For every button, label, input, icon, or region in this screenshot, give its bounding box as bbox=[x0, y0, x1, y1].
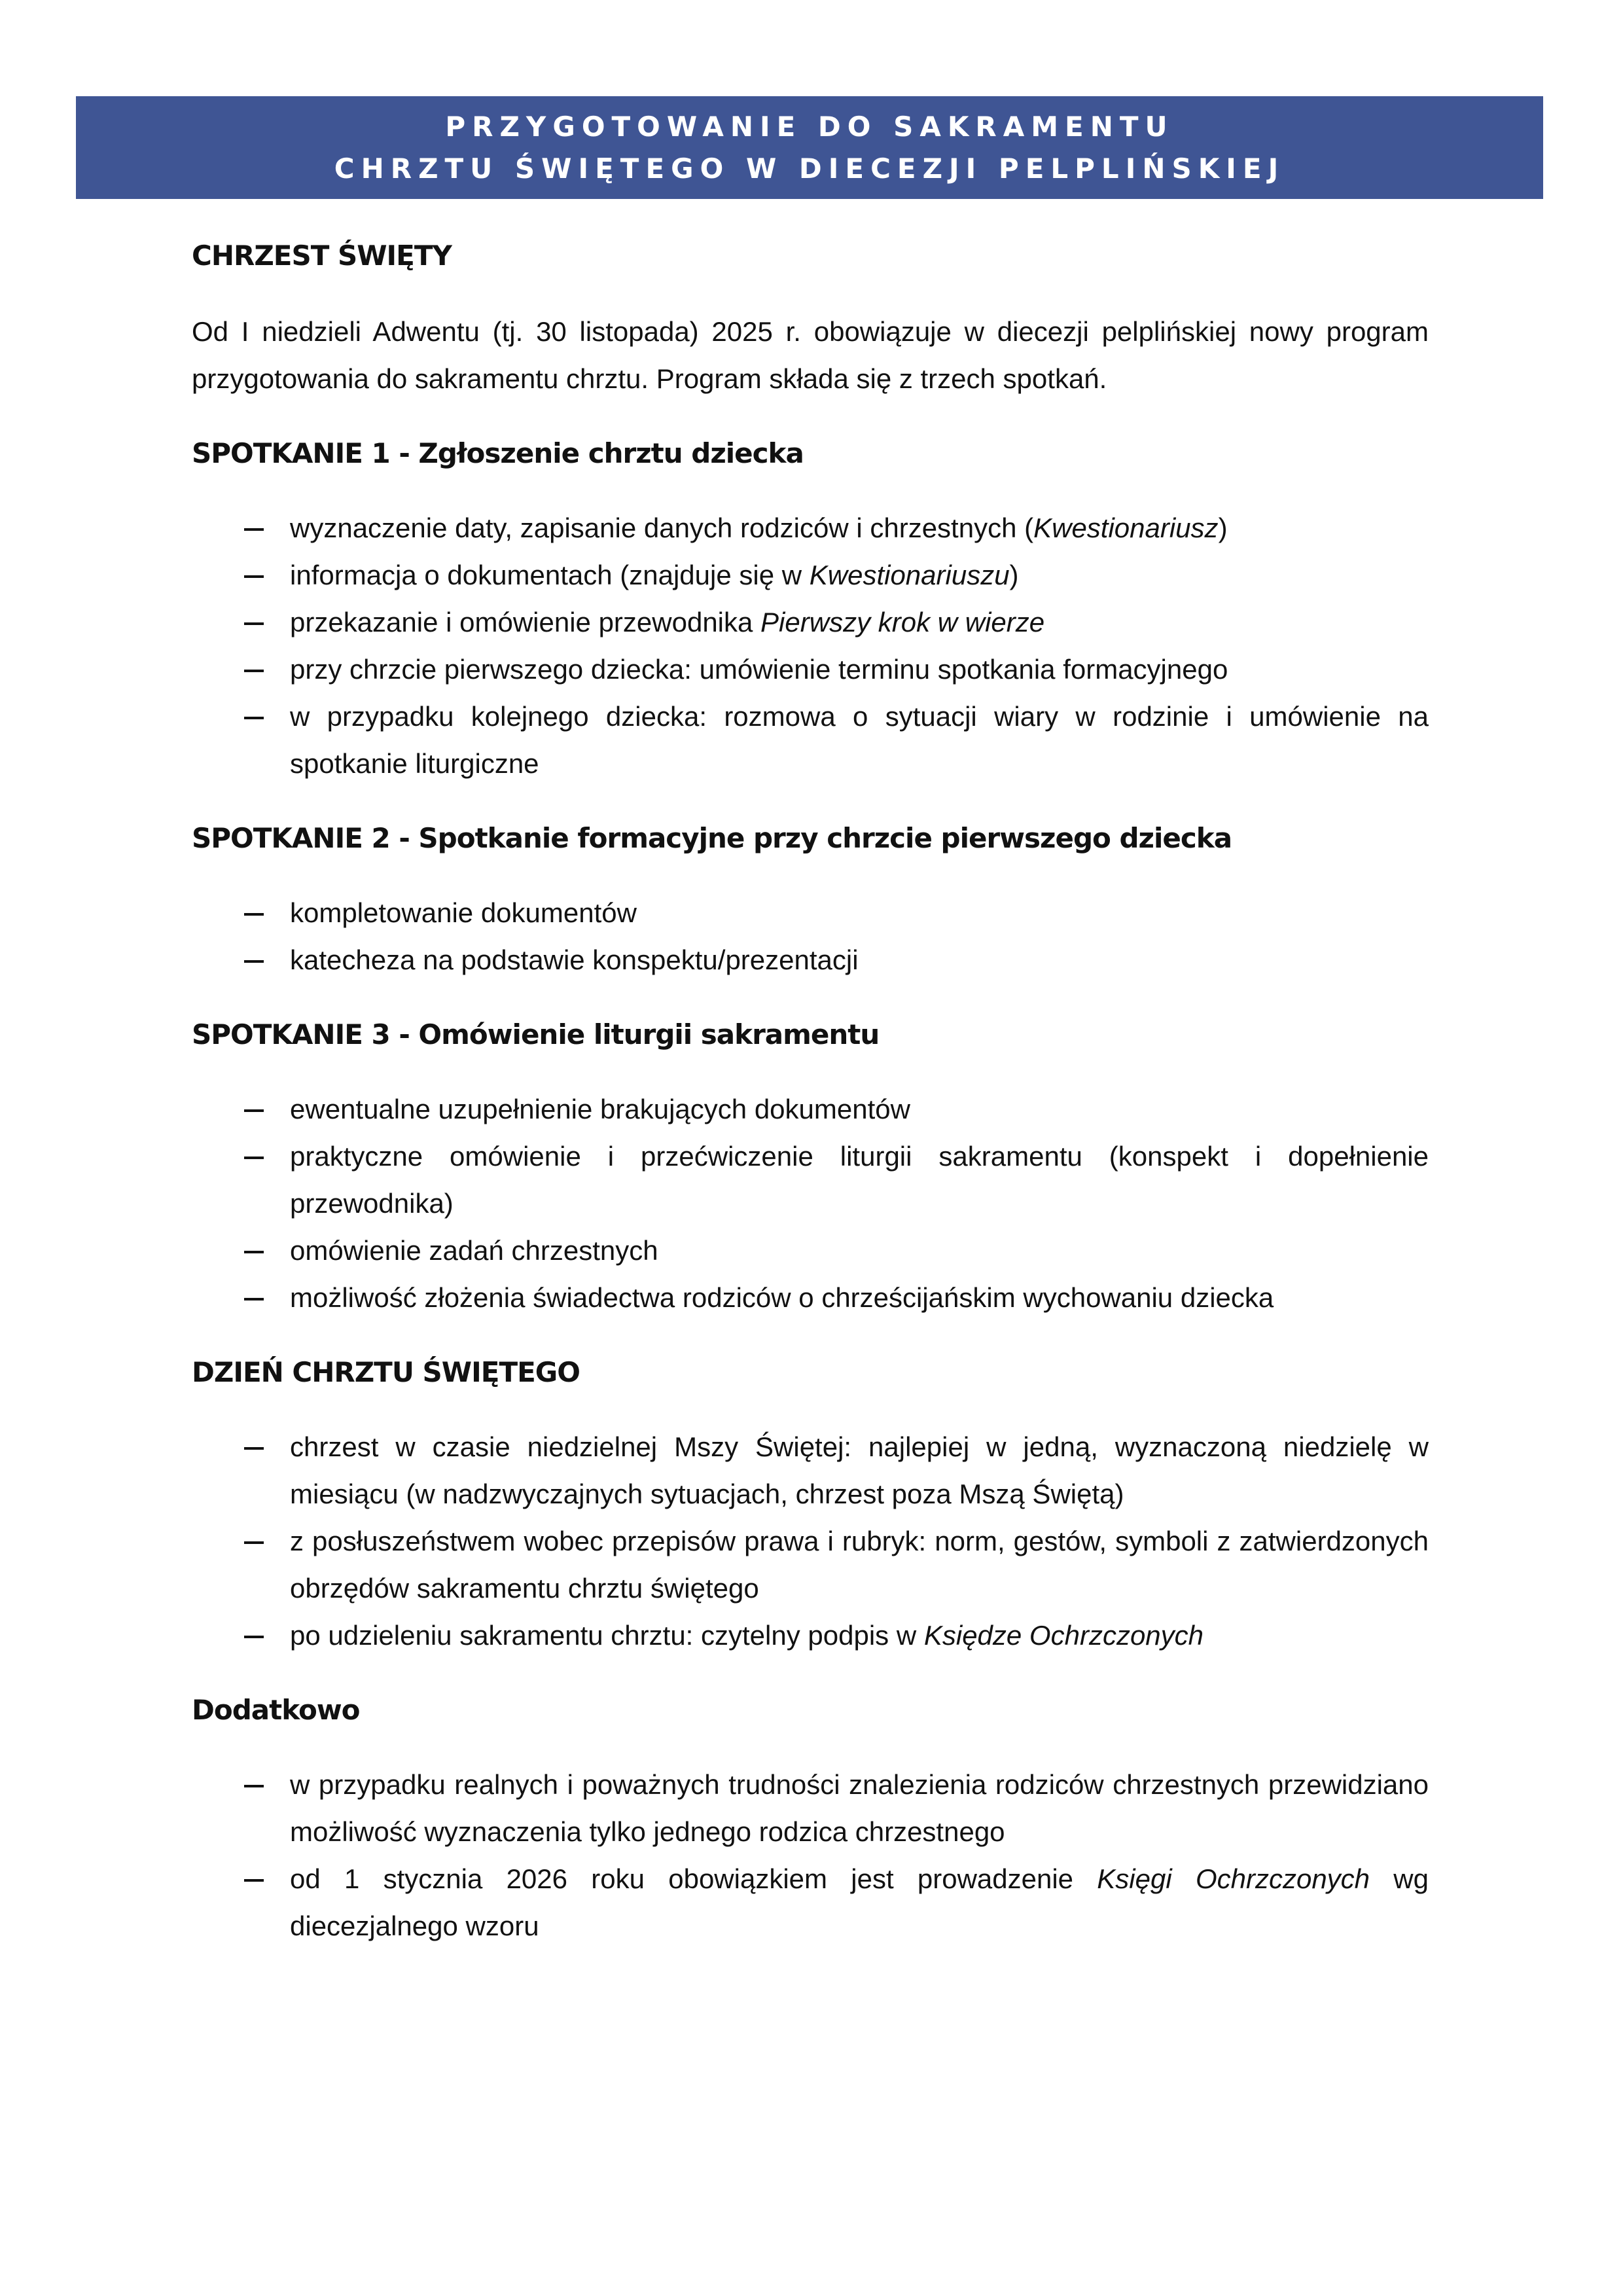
banner-title-line-1: PRZYGOTOWANIE DO SAKRAMENTU bbox=[445, 110, 1174, 143]
list-item bbox=[192, 1856, 1429, 1950]
list-item bbox=[192, 1424, 1429, 1518]
list-item bbox=[192, 937, 1429, 984]
list-item bbox=[192, 1086, 1429, 1133]
section-baptism-day bbox=[192, 1349, 1429, 1659]
section-additional bbox=[192, 1687, 1429, 1950]
section-intro bbox=[192, 232, 1429, 403]
banner-title-line-2: CHRZTU ŚWIĘTEGO W DIECEZJI PELPLIŃSKIEJ bbox=[334, 152, 1285, 185]
document-body bbox=[192, 232, 1429, 1950]
baptism-day-list bbox=[192, 1424, 1429, 1659]
section-heading-baptism-day: DZIEŃ CHRZTU ŚWIĘTEGO bbox=[192, 1356, 580, 1388]
list-item bbox=[192, 889, 1429, 937]
item-text: chrzest w czasie niedzielnej Mszy Świętej: najlepiej w jedną, wyznaczoną niedzielę w miesiącu (w nadzwyczajnych sytuacjach, chrzest poza Mszą Świętą) bbox=[290, 1431, 1429, 1509]
list-item bbox=[192, 693, 1429, 787]
item-emphasis: Księdze Ochrzczonych bbox=[923, 1620, 1204, 1651]
meeting-3-list bbox=[192, 1086, 1429, 1321]
meeting-2-list bbox=[192, 889, 1429, 984]
section-meeting-2 bbox=[192, 815, 1429, 984]
section-heading-chrzest-swiety: CHRZEST ŚWIĘTY bbox=[192, 240, 452, 272]
item-emphasis: Kwestionariusz bbox=[1033, 512, 1219, 543]
item-text-suffix: wg diecezjalnego wzoru bbox=[290, 1863, 1429, 1941]
section-heading-meeting-2: SPOTKANIE 2 - Spotkanie formacyjne przy chrzcie pierwszego dziecka bbox=[192, 822, 1232, 854]
list-item bbox=[192, 552, 1429, 599]
list-item bbox=[192, 1518, 1429, 1612]
item-text: informacja o dokumentach (znajduje się w bbox=[290, 560, 810, 590]
item-text-suffix: ) bbox=[1009, 560, 1019, 590]
item-emphasis: Pierwszy krok w wierze bbox=[760, 607, 1045, 637]
item-text: przy chrzcie pierwszego dziecka: umówienie terminu spotkania formacyjnego bbox=[290, 654, 1228, 685]
item-emphasis: Kwestionariuszu bbox=[809, 560, 1010, 590]
item-text: omówienie zadań chrzestnych bbox=[290, 1235, 658, 1266]
additional-list bbox=[192, 1761, 1429, 1950]
item-text: praktyczne omówienie i przećwiczenie liturgii sakramentu (konspekt i dopełnienie przewodnika) bbox=[290, 1141, 1429, 1219]
list-item bbox=[192, 1274, 1429, 1321]
list-item bbox=[192, 1761, 1429, 1856]
list-item bbox=[192, 599, 1429, 646]
item-emphasis: Księgi Ochrzczonych bbox=[1097, 1863, 1370, 1894]
section-meeting-1 bbox=[192, 430, 1429, 787]
item-text: w przypadku kolejnego dziecka: rozmowa o sytuacji wiary w rodzinie i umówienie na spotkanie liturgiczne bbox=[290, 701, 1429, 779]
list-item bbox=[192, 1612, 1429, 1659]
item-text: katecheza na podstawie konspektu/prezentacji bbox=[290, 944, 859, 975]
section-meeting-3 bbox=[192, 1011, 1429, 1321]
item-text: wyznaczenie daty, zapisanie danych rodziców i chrzestnych ( bbox=[290, 512, 1034, 543]
intro-paragraph: Od I niedzieli Adwentu (tj. 30 listopada) 2025 r. obowiązuje w diecezji pelplińskiej nowy program przygotowania do sakramentu chrztu. Program składa się z trzech spotkań. bbox=[192, 316, 1429, 394]
section-heading-additional: Dodatkowo bbox=[192, 1694, 360, 1726]
list-item bbox=[192, 646, 1429, 693]
section-heading-meeting-3: SPOTKANIE 3 - Omówienie liturgii sakramentu bbox=[192, 1018, 880, 1050]
list-item bbox=[192, 505, 1429, 552]
list-item bbox=[192, 1227, 1429, 1274]
item-text: po udzieleniu sakramentu chrztu: czytelny podpis w bbox=[290, 1620, 924, 1651]
item-text: przekazanie i omówienie przewodnika bbox=[290, 607, 761, 637]
section-heading-meeting-1: SPOTKANIE 1 - Zgłoszenie chrztu dziecka bbox=[192, 437, 804, 469]
list-item bbox=[192, 1133, 1429, 1227]
item-text: ewentualne uzupełnienie brakujących dokumentów bbox=[290, 1094, 910, 1124]
item-text-suffix: ) bbox=[1218, 512, 1228, 543]
item-text: od 1 stycznia 2026 roku obowiązkiem jest prowadzenie bbox=[290, 1863, 1097, 1894]
title-banner bbox=[76, 96, 1543, 199]
item-text: możliwość złożenia świadectwa rodziców o chrześcijańskim wychowaniu dziecka bbox=[290, 1282, 1274, 1313]
meeting-1-list bbox=[192, 505, 1429, 787]
item-text: z posłuszeństwem wobec przepisów prawa i rubryk: norm, gestów, symboli z zatwierdzonych obrzędów sakramentu chrztu świętego bbox=[290, 1526, 1429, 1604]
item-text: kompletowanie dokumentów bbox=[290, 897, 637, 928]
item-text: w przypadku realnych i poważnych trudności znalezienia rodziców chrzestnych przewidziano możliwość wyznaczenia tylko jednego rodzica chrzestnego bbox=[290, 1769, 1429, 1847]
